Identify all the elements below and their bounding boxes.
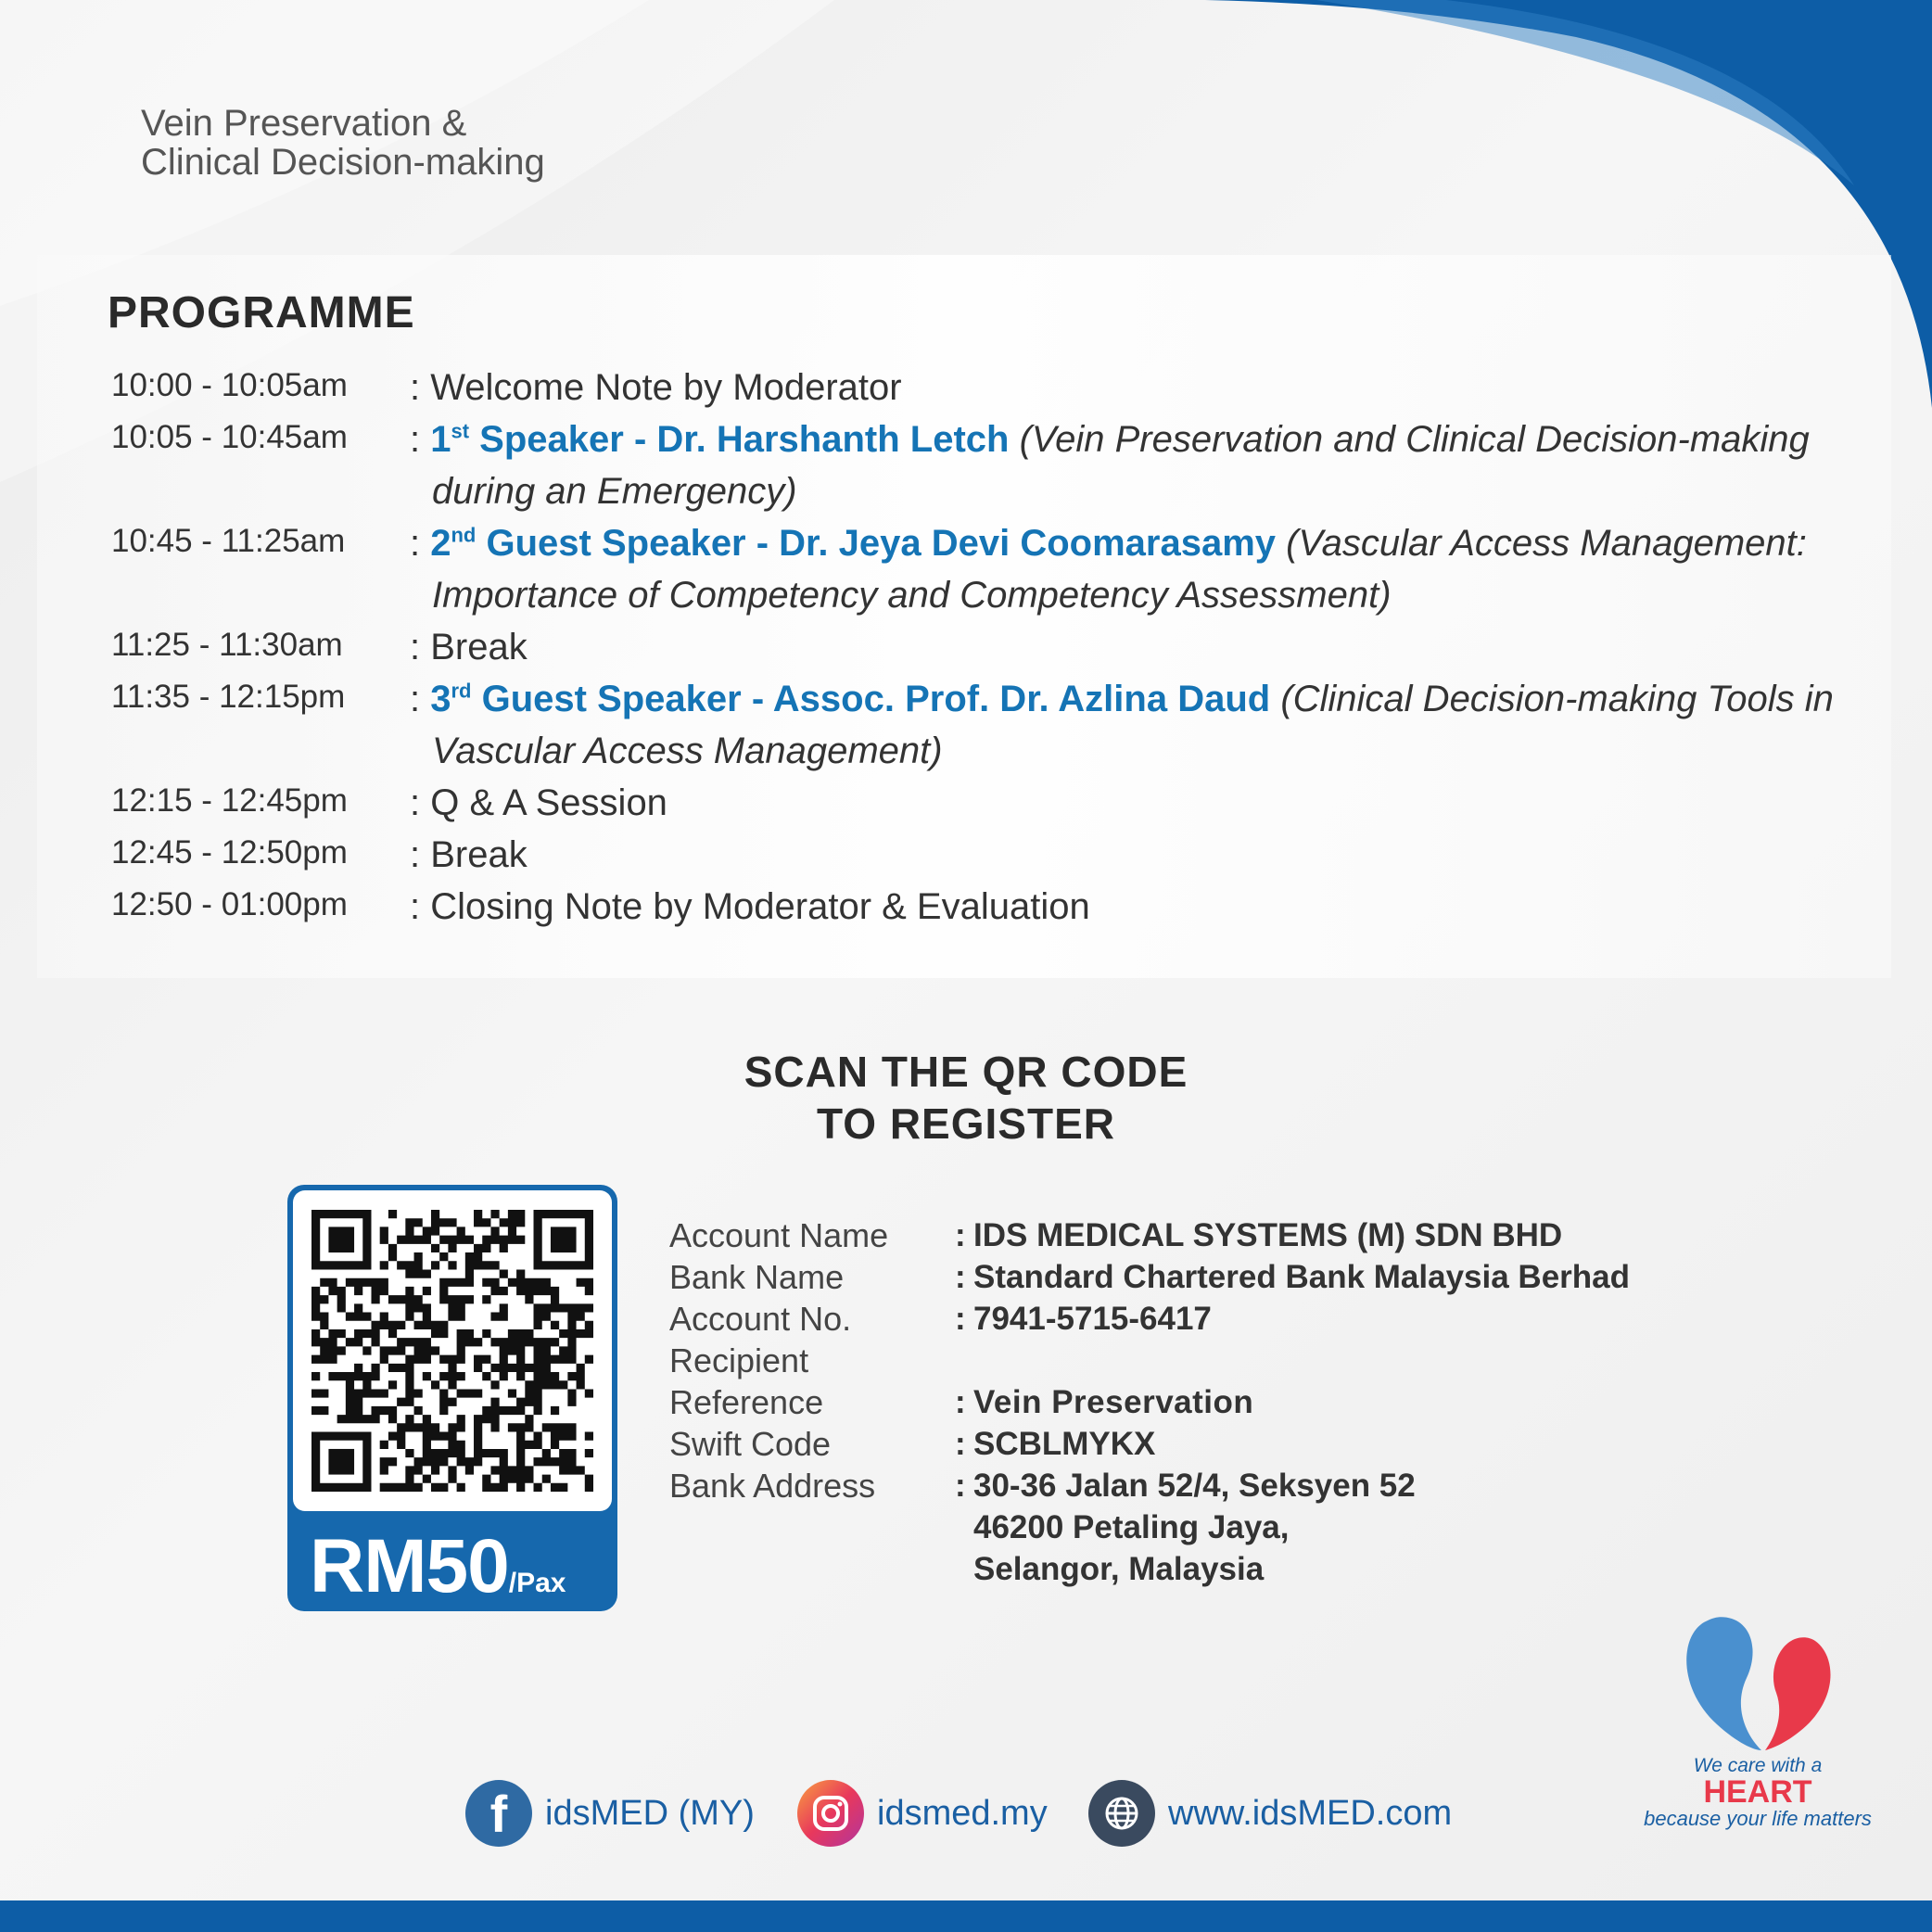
programme-item: [410, 777, 1873, 829]
facebook-link[interactable]: [465, 1780, 755, 1847]
bank-label: Bank Name: [669, 1257, 845, 1296]
bank-value: Vein Preservation: [973, 1383, 1254, 1420]
event-title-line2: Clinical Decision-making: [141, 142, 545, 183]
programme-row: [111, 362, 1873, 413]
programme-text: : Break: [410, 627, 527, 667]
instagram-link[interactable]: [797, 1780, 1048, 1847]
bank-colon: :: [955, 1425, 966, 1462]
programme-item: [410, 673, 1873, 777]
programme-item: [410, 621, 1873, 673]
programme-text: :: [410, 679, 431, 719]
programme-time: 12:50 - 01:00pm: [111, 886, 348, 922]
bank-row: [669, 1298, 1630, 1340]
bottom-bar: [0, 1900, 1932, 1932]
speaker-ordinal: 1: [430, 419, 451, 460]
programme-item: [410, 413, 1873, 517]
bank-value: IDS MEDICAL SYSTEMS (M) SDN BHD: [973, 1216, 1563, 1253]
speaker-ordinal-suffix: st: [451, 419, 470, 443]
bank-colon: :: [955, 1216, 966, 1253]
programme-row: [111, 517, 1873, 621]
programme-time: 10:45 - 11:25am: [111, 523, 346, 559]
instagram-handle: idsmed.my: [877, 1793, 1048, 1833]
bank-label: Account No.: [669, 1299, 852, 1338]
bank-value: Standard Chartered Bank Malaysia Berhad: [973, 1258, 1631, 1295]
heart-logo-icon: [1680, 1613, 1843, 1752]
speaker-name: [430, 419, 1009, 460]
programme-item: [410, 362, 1873, 413]
programme-heading: PROGRAMME: [108, 288, 415, 337]
programme-row: [111, 777, 1873, 829]
bank-row: [669, 1506, 1630, 1548]
instagram-icon: [797, 1780, 864, 1847]
tagline-line3: because your life matters: [1644, 1807, 1872, 1830]
bank-value: SCBLMYKX: [973, 1425, 1156, 1462]
programme-time: 10:00 - 10:05am: [111, 367, 348, 403]
tagline: [1637, 1755, 1878, 1831]
programme-list: [111, 362, 1873, 933]
programme-row: [111, 621, 1873, 673]
programme-text: :: [410, 523, 431, 564]
price-amount: RM50: [310, 1524, 509, 1608]
speaker-name: [430, 523, 1276, 564]
programme-time: 11:25 - 11:30am: [111, 627, 343, 663]
globe-icon: [1088, 1780, 1155, 1847]
programme-text: : Closing Note by Moderator & Evaluation: [410, 886, 1090, 927]
programme-text: : Q & A Session: [410, 782, 667, 823]
facebook-icon: f: [465, 1780, 532, 1847]
programme-text: : Break: [410, 834, 527, 875]
programme-row: [111, 881, 1873, 933]
bank-row: [669, 1423, 1630, 1465]
bank-value: 46200 Petaling Jaya,: [973, 1508, 1290, 1545]
programme-item: [410, 829, 1873, 881]
programme-time: 12:45 - 12:50pm: [111, 834, 348, 871]
talk-topic: (Vascular Access Management: Importance of Competency and Competency Assessment): [432, 523, 1807, 616]
price-unit: /Pax: [508, 1568, 566, 1598]
bank-row: [669, 1465, 1630, 1506]
bank-colon: :: [955, 1383, 966, 1420]
tagline-line2: HEART: [1703, 1774, 1812, 1810]
bank-row: [669, 1256, 1630, 1298]
event-title-line1: Vein Preservation &: [141, 103, 467, 144]
programme-item: [410, 881, 1873, 933]
speaker-name: [430, 679, 1270, 719]
speaker-label: Speaker - Dr. Harshanth Letch: [469, 419, 1010, 460]
programme-row: [111, 413, 1873, 517]
talk-topic: (Clinical Decision-making Tools in Vascular Access Management): [432, 679, 1834, 771]
website-url: www.idsMED.com: [1168, 1793, 1453, 1833]
programme-row: [111, 829, 1873, 881]
speaker-label: Guest Speaker - Assoc. Prof. Dr. Azlina Daud: [471, 679, 1271, 719]
programme-text: :: [410, 419, 431, 460]
qr-code[interactable]: [311, 1210, 593, 1492]
bank-value: Selangor, Malaysia: [973, 1550, 1265, 1587]
bank-row: [669, 1214, 1630, 1256]
register-heading-line2: TO REGISTER: [817, 1099, 1115, 1148]
programme-row: [111, 673, 1873, 777]
bank-value: 30-36 Jalan 52/4, Seksyen 52: [973, 1467, 1416, 1504]
bank-label: Reference: [669, 1382, 824, 1421]
talk-topic: (Vein Preservation and Clinical Decision-making during an Emergency): [432, 419, 1810, 512]
qr-code-frame: [293, 1190, 612, 1511]
website-link[interactable]: [1088, 1780, 1452, 1847]
speaker-ordinal: 2: [430, 523, 451, 564]
qr-card: [287, 1185, 617, 1611]
event-title: [141, 104, 545, 182]
bank-colon: :: [955, 1300, 966, 1337]
programme-time: 10:05 - 10:45am: [111, 419, 348, 455]
bank-row: [669, 1381, 1630, 1423]
programme-time: 11:35 - 12:15pm: [111, 679, 346, 715]
bank-value: 7941-5715-6417: [973, 1300, 1212, 1337]
bank-row: [669, 1548, 1630, 1590]
register-heading-line1: SCAN THE QR CODE: [744, 1048, 1188, 1096]
programme-text: : Welcome Note by Moderator: [410, 367, 902, 408]
bank-label: Account Name: [669, 1215, 889, 1254]
programme-time: 12:15 - 12:45pm: [111, 782, 348, 819]
bank-label: Bank Address: [669, 1466, 876, 1505]
tagline-line1: We care with a: [1693, 1755, 1823, 1776]
facebook-handle: idsMED (MY): [545, 1793, 755, 1833]
bank-label: Swift Code: [669, 1424, 832, 1463]
register-heading: [642, 1046, 1290, 1150]
bank-details: [669, 1214, 1630, 1590]
speaker-label: Guest Speaker - Dr. Jeya Devi Coomarasamy: [476, 523, 1277, 564]
price: [310, 1523, 566, 1610]
speaker-ordinal-suffix: rd: [451, 679, 472, 703]
speaker-ordinal-suffix: nd: [451, 523, 477, 547]
speaker-ordinal: 3: [430, 679, 451, 719]
programme-item: [410, 517, 1873, 621]
bank-row: [669, 1340, 1630, 1381]
bank-colon: :: [955, 1467, 966, 1504]
bank-label: Recipient: [669, 1341, 809, 1379]
bank-colon: :: [955, 1258, 966, 1295]
